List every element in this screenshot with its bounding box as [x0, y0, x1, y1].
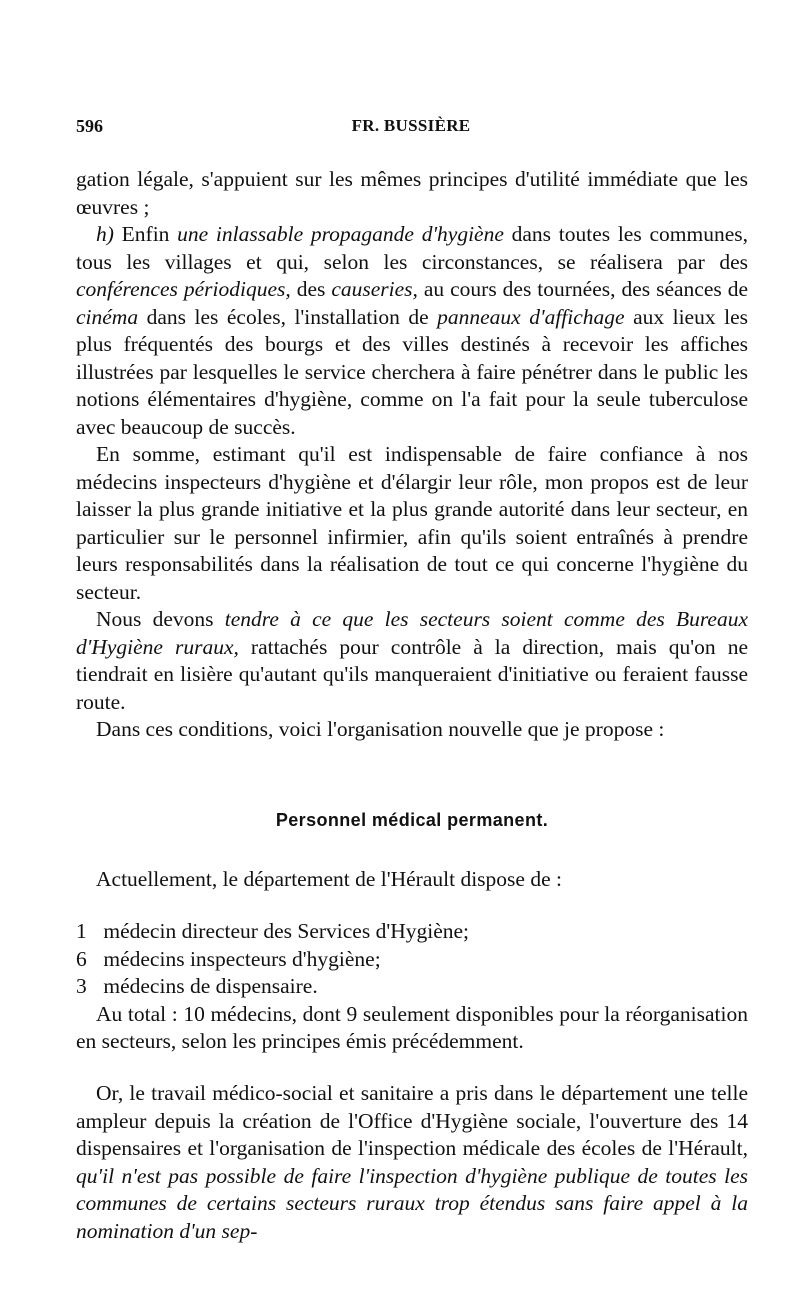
paragraph-continuation: gation légale, s'appuient sur les mêmes principes d'utilité immédiate que les œuvres ; — [76, 167, 748, 219]
paragraph-dans-ces-conditions: Dans ces conditions, voici l'organisation nouvelle que je propose : — [96, 717, 665, 741]
paragraph-au-total: Au total : 10 médecins, dont 9 seulement disponibles pour la réorganisation en secteurs, selon les principes émis précédemment. — [76, 1001, 748, 1053]
paragraph-nous-devons: Nous devons tendre à ce que les secteurs soient comme des Bureaux d'Hygiène ruraux, rattachés pour contrôle à la direction, mais qu'on ne tiendrait en lisière qu'autant qu'ils manqueraient d'initiative ou feraient fausse route. — [76, 607, 748, 714]
item-marker: h) — [96, 222, 114, 246]
text-block-bottom — [76, 1080, 748, 1245]
text-block-personnel — [76, 866, 748, 894]
staff-list — [76, 918, 748, 1056]
list-item: 1 médecin directeur des Services d'Hygiène; — [76, 919, 470, 943]
paragraph-actuellement: Actuellement, le département de l'Hérault dispose de : — [96, 867, 562, 891]
page-number: 596 — [76, 116, 103, 136]
page-header — [76, 116, 746, 142]
section-heading: Personnel médical permanent. — [275, 810, 549, 830]
paragraph-en-somme: En somme, estimant qu'il est indispensable de faire confiance à nos médecins inspecteurs d'hygiène et d'élargir leur rôle, mon propos est de leur laisser la plus grande initiative et la plus grande autorité dans leur secteur, en particulier sur le personnel infirmier, afin qu'ils soient entraînés à prendre leurs responsabilités dans la réalisation de tout ce qui concerne l'hygiène du secteur. — [76, 442, 748, 604]
list-item: 6 médecins inspecteurs d'hygiène; — [76, 946, 381, 971]
running-head: FR. BUSSIÈRE — [351, 116, 471, 135]
list-item: 3 médecins de dispensaire. — [76, 974, 318, 998]
paragraph-h: h) Enfin une inlassable propagande d'hygiène dans toutes les communes, tous les villages et qui, selon les circonstances, se réalisera par des conférences périodiques, des causeries, au cours des tournées, des séances de cinéma dans les écoles, l'installation de panneaux d'affichage aux lieux les plus fréquentés des bourgs et des villes destinés à recevoir les affiches illustrées par lesquelles le service cherchera à faire pénétrer dans le public les notions élémentaires d'hygiène, comme on l'a fait pour la seule tuberculose avec beaucoup de succès. — [76, 222, 748, 439]
paragraph-or: Or, le travail médico-social et sanitaire a pris dans le département une telle ampleur depuis la création de l'Office d'Hygiène sociale, l'ouverture des 14 dispensaires et l'organisation de l'inspection médicale des écoles de l'Hérault, qu'il n'est pas possible de faire l'inspection d'hygiène publique de toutes les communes de certains secteurs ruraux trop étendus sans faire appel à la nomination d'un sep- — [76, 1081, 748, 1243]
text-block-top — [76, 166, 748, 744]
